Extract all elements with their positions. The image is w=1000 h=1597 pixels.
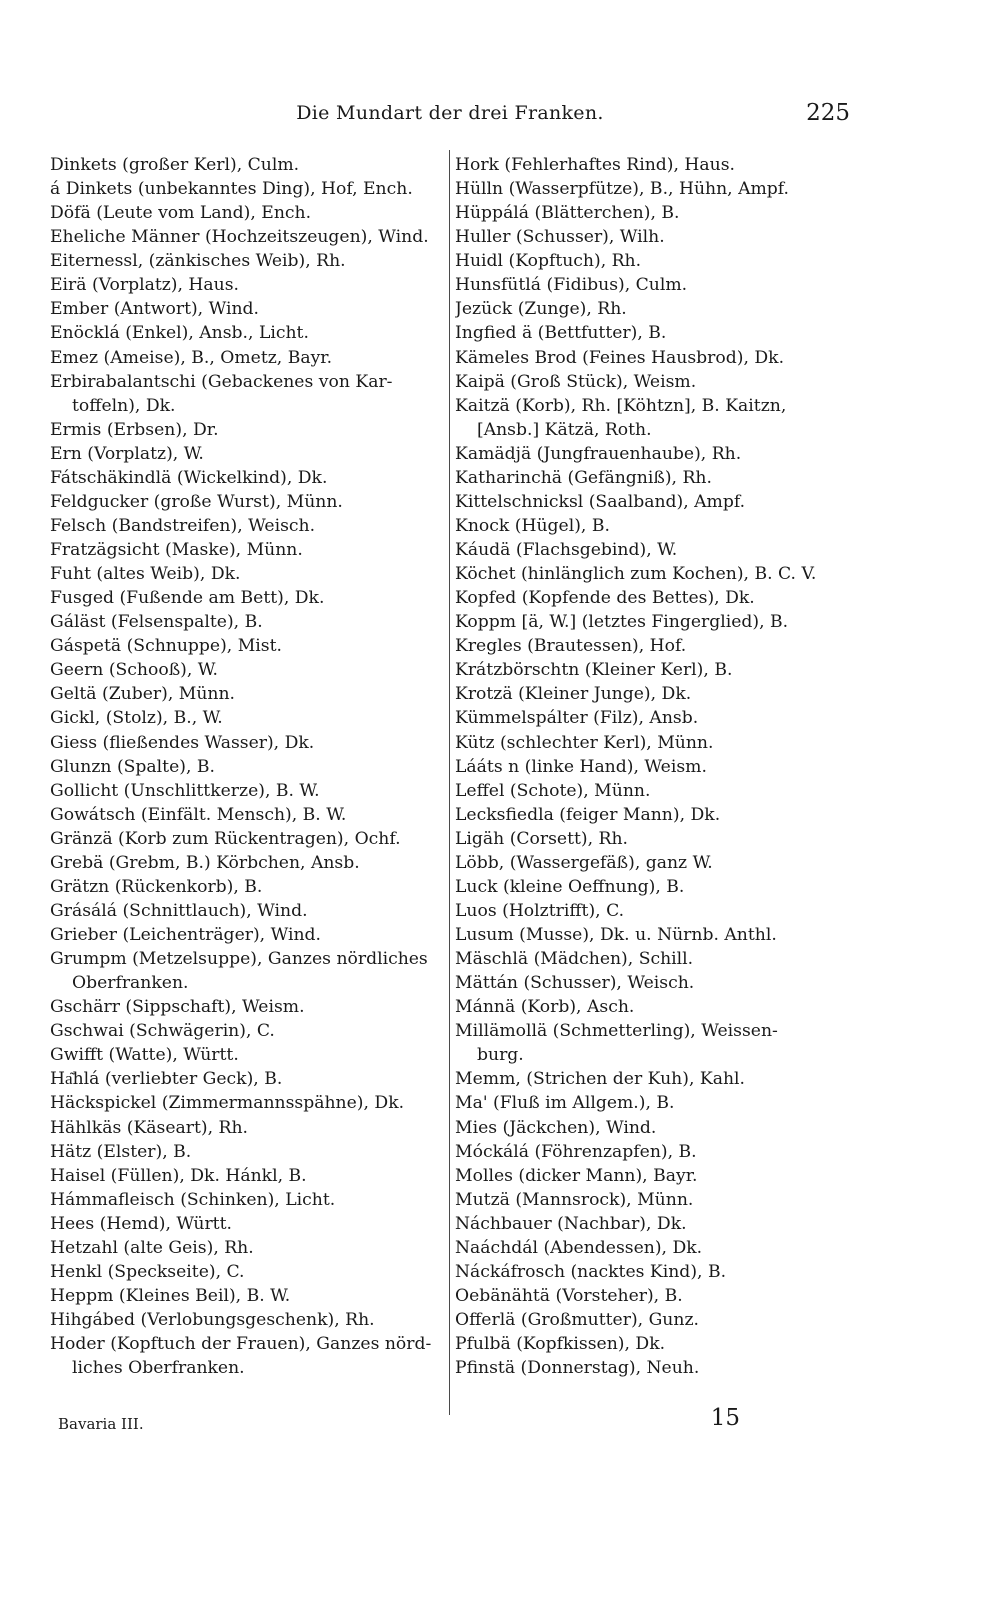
dictionary-entry: Gáläst (Felsenspalte), B. bbox=[50, 612, 263, 633]
dictionary-entry: Offerlä (Großmutter), Gunz. bbox=[455, 1310, 699, 1330]
dictionary-entry: Grieber (Leichenträger), Wind. bbox=[50, 925, 321, 945]
dictionary-entry: á Dinkets (unbekanntes Ding), Hof, Ench. bbox=[50, 179, 413, 200]
dictionary-entry: Hunsfütlá (Fidibus), Culm. bbox=[455, 275, 688, 296]
dictionary-entry: Luck (kleine Oeffnung), B. bbox=[455, 876, 685, 897]
dictionary-entry: Mánnä (Korb), Asch. bbox=[455, 997, 635, 1018]
dictionary-entry: Krotzä (Kleiner Junge), Dk. bbox=[455, 684, 692, 705]
dictionary-entry: Memm, (Strichen der Kuh), Kahl. bbox=[455, 1069, 745, 1090]
dictionary-entry: Giess (fließendes Wasser), Dk. bbox=[50, 732, 315, 753]
dictionary-entry: Náckáfrosch (nacktes Kind), B. bbox=[455, 1261, 727, 1282]
dictionary-entry: Geltä (Zuber), Münn. bbox=[50, 684, 236, 705]
dictionary-entry: Grebä (Grebm, B.) Körbchen, Ansb. bbox=[50, 852, 360, 873]
page-header bbox=[50, 100, 850, 134]
dictionary-entry: Kaitzä (Korb), Rh. [Köhtzn], B. Kaitzn, bbox=[455, 395, 787, 416]
dictionary-entry: liches Oberfranken. bbox=[72, 1358, 245, 1379]
dictionary-entry: Geern (Schooß), W. bbox=[50, 660, 218, 681]
dictionary-entry: Mutzä (Mannsrock), Münn. bbox=[455, 1189, 694, 1210]
dictionary-entry: Felsch (Bandstreifen), Weisch. bbox=[50, 515, 316, 536]
dictionary-entry: Ma' (Fluß im Allgem.), B. bbox=[455, 1093, 675, 1114]
dictionary-entry: Pfulbä (Kopfkissen), Dk. bbox=[455, 1334, 666, 1355]
dictionary-entry: Hámmafleisch (Schinken), Licht. bbox=[50, 1189, 336, 1210]
dictionary-entry: Fusged (Fußende am Bett), Dk. bbox=[50, 588, 325, 609]
dictionary-entry: Náchbauer (Nachbar), Dk. bbox=[455, 1213, 687, 1234]
dictionary-entry: Hülln (Wasserpfütze), B., Hühn, Ampf. bbox=[455, 179, 790, 200]
dictionary-entry: Molles (dicker Mann), Bayr. bbox=[455, 1165, 698, 1186]
dictionary-entry: toffeln), Dk. bbox=[72, 395, 176, 416]
dictionary-entry: Leffel (Schote), Münn. bbox=[455, 780, 651, 801]
dictionary-entry: Huller (Schusser), Wilh. bbox=[455, 227, 665, 248]
dictionary-entry: Káudä (Flachsgebind), W. bbox=[455, 540, 678, 560]
dictionary-entry: Knock (Hügel), B. bbox=[455, 515, 610, 536]
dictionary-entry: Krátzbörschtn (Kleiner Kerl), B. bbox=[455, 660, 733, 681]
dictionary-entry: Hihgábed (Verlobungsgeschenk), Rh. bbox=[50, 1310, 375, 1330]
dictionary-entry: Erbirabalantschi (Gebackenes von Kar- bbox=[50, 371, 393, 392]
dictionary-entry: Kämeles Brod (Feines Hausbrod), Dk. bbox=[455, 347, 785, 368]
dictionary-entry: Gwifft (Watte), Württ. bbox=[50, 1045, 239, 1066]
dictionary-entry: Ember (Antwort), Wind. bbox=[50, 299, 260, 320]
dictionary-entry: Haisel (Füllen), Dk. Hánkl, B. bbox=[50, 1165, 307, 1186]
dictionary-entry: Dinkets (großer Kerl), Culm. bbox=[50, 155, 300, 175]
column-divider bbox=[449, 150, 450, 1415]
dictionary-entry: Mättán (Schusser), Weisch. bbox=[455, 973, 695, 994]
dictionary-entry: Lááts n (linke Hand), Weism. bbox=[455, 756, 707, 777]
right-column bbox=[455, 153, 855, 1423]
dictionary-entry: Löbb, (Wassergefäß), ganz W. bbox=[455, 852, 713, 873]
dictionary-entry: Gschärr (Sippschaft), Weism. bbox=[50, 997, 305, 1018]
dictionary-entry: Hoder (Kopftuch der Frauen), Ganzes nörd- bbox=[50, 1334, 432, 1355]
dictionary-entry: Hetzahl (alte Geis), Rh. bbox=[50, 1237, 254, 1258]
dictionary-entry: Ermis (Erbsen), Dr. bbox=[50, 419, 219, 440]
dictionary-entry: Fuht (altes Weib), Dk. bbox=[50, 564, 241, 585]
dictionary-entry: Köchet (hinlänglich zum Kochen), B. C. V. bbox=[455, 564, 817, 585]
dictionary-entry: Huidl (Kopftuch), Rh. bbox=[455, 251, 642, 272]
left-column bbox=[50, 153, 450, 1423]
dictionary-entry: Kregles (Brautessen), Hof. bbox=[455, 636, 687, 657]
running-title: Die Mundart der drei Franken. bbox=[296, 102, 604, 124]
dictionary-entry: Gáspetä (Schnuppe), Mist. bbox=[50, 636, 282, 657]
dictionary-entry: Kütz (schlechter Kerl), Münn. bbox=[455, 732, 714, 753]
dictionary-entry: Gschwai (Schwägerin), C. bbox=[50, 1021, 275, 1042]
dictionary-entry: Hählkäs (Käseart), Rh. bbox=[50, 1117, 249, 1138]
dictionary-entry: burg. bbox=[477, 1045, 524, 1066]
dictionary-entry: Eiternessl, (zänkisches Weib), Rh. bbox=[50, 251, 346, 272]
dictionary-entry: Millämollä (Schmetterling), Weissen- bbox=[455, 1021, 778, 1042]
dictionary-entry: Luos (Holztrifft), C. bbox=[455, 900, 625, 921]
dictionary-entry: Jezück (Zunge), Rh. bbox=[455, 299, 627, 320]
dictionary-entry: Glunzn (Spalte), B. bbox=[50, 756, 215, 777]
dictionary-entry: Gickl, (Stolz), B., W. bbox=[50, 708, 223, 729]
dictionary-entry: Koppm [ä, W.] (letztes Fingerglied), B. bbox=[455, 612, 789, 633]
dictionary-entry: Oebänähtä (Vorsteher), B. bbox=[455, 1285, 683, 1306]
dictionary-entry: Enöcklá (Enkel), Ansb., Licht. bbox=[50, 323, 309, 344]
dictionary-entry: Fátschäkindlä (Wickelkind), Dk. bbox=[50, 467, 328, 488]
dictionary-entry: Gollicht (Unschlittkerze), B. W. bbox=[50, 780, 320, 801]
dictionary-entry: Oberfranken. bbox=[72, 973, 189, 994]
dictionary-entry: Eirä (Vorplatz), Haus. bbox=[50, 275, 240, 296]
page-number: 225 bbox=[806, 100, 850, 126]
dictionary-entry: Naáchdál (Abendessen), Dk. bbox=[455, 1237, 703, 1258]
dictionary-entry: Kopfed (Kopfende des Bettes), Dk. bbox=[455, 588, 755, 609]
dictionary-entry: Lecksfiedla (feiger Mann), Dk. bbox=[455, 804, 721, 825]
dictionary-entry: Döfä (Leute vom Land), Ench. bbox=[50, 203, 312, 224]
dictionary-entry: Lusum (Musse), Dk. u. Nürnb. Anthl. bbox=[455, 925, 777, 945]
dictionary-entry: Hätz (Elster), B. bbox=[50, 1141, 192, 1162]
dictionary-entry: Gowátsch (Einfält. Mensch), B. W. bbox=[50, 804, 347, 825]
dictionary-entry: Ha͂hlá (verliebter Geck), B. bbox=[50, 1069, 283, 1090]
dictionary-entry: Grätzn (Rückenkorb), B. bbox=[50, 876, 263, 897]
page-footer bbox=[50, 1405, 740, 1445]
dictionary-entry: Kamädjä (Jungfrauenhaube), Rh. bbox=[455, 443, 742, 464]
dictionary-entry: Katharinchä (Gefängniß), Rh. bbox=[455, 467, 712, 488]
dictionary-entry: Pfinstä (Donnerstag), Neuh. bbox=[455, 1358, 700, 1379]
dictionary-entry: Móckálá (Föhrenzapfen), B. bbox=[455, 1141, 697, 1162]
dictionary-entry: Hees (Hemd), Württ. bbox=[50, 1213, 232, 1234]
dictionary-entry: Häckspickel (Zimmermannsspähne), Dk. bbox=[50, 1093, 405, 1114]
dictionary-entry: Kittelschnicksl (Saalband), Ampf. bbox=[455, 491, 746, 512]
dictionary-entry: Ligäh (Corsett), Rh. bbox=[455, 828, 629, 849]
dictionary-entry: Hork (Fehlerhaftes Rind), Haus. bbox=[455, 155, 736, 175]
dictionary-entry: Feldgucker (große Wurst), Münn. bbox=[50, 491, 343, 512]
printer-signature: Bavaria III. bbox=[58, 1415, 144, 1433]
dictionary-entry: [Ansb.] Kätzä, Roth. bbox=[477, 419, 652, 440]
dictionary-entry: Hüppálá (Blätterchen), B. bbox=[455, 203, 680, 224]
dictionary-entry: Kaipä (Groß Stück), Weism. bbox=[455, 371, 697, 392]
dictionary-entry: Mies (Jäckchen), Wind. bbox=[455, 1117, 657, 1138]
dictionary-entry: Fratzägsicht (Maske), Münn. bbox=[50, 540, 303, 560]
dictionary-entry: Henkl (Speckseite), C. bbox=[50, 1261, 245, 1282]
dictionary-entry: Gränzä (Korb zum Rückentragen), Ochf. bbox=[50, 828, 401, 849]
dictionary-entry: Mäschlä (Mädchen), Schill. bbox=[455, 949, 694, 970]
dictionary-entry: Grumpm (Metzelsuppe), Ganzes nördliches bbox=[50, 949, 428, 970]
dictionary-entry: Ingfied ä (Bettfutter), B. bbox=[455, 323, 667, 344]
sheet-number: 15 bbox=[710, 1405, 740, 1431]
dictionary-entry: Grásálá (Schnittlauch), Wind. bbox=[50, 900, 308, 921]
dictionary-entry: Eheliche Männer (Hochzeitszeugen), Wind. bbox=[50, 227, 429, 248]
dictionary-entry: Heppm (Kleines Beil), B. W. bbox=[50, 1285, 291, 1306]
dictionary-entry: Ern (Vorplatz), W. bbox=[50, 443, 204, 464]
dictionary-entry: Emez (Ameise), B., Ometz, Bayr. bbox=[50, 347, 333, 368]
dictionary-entry: Kümmelspálter (Filz), Ansb. bbox=[455, 708, 699, 729]
